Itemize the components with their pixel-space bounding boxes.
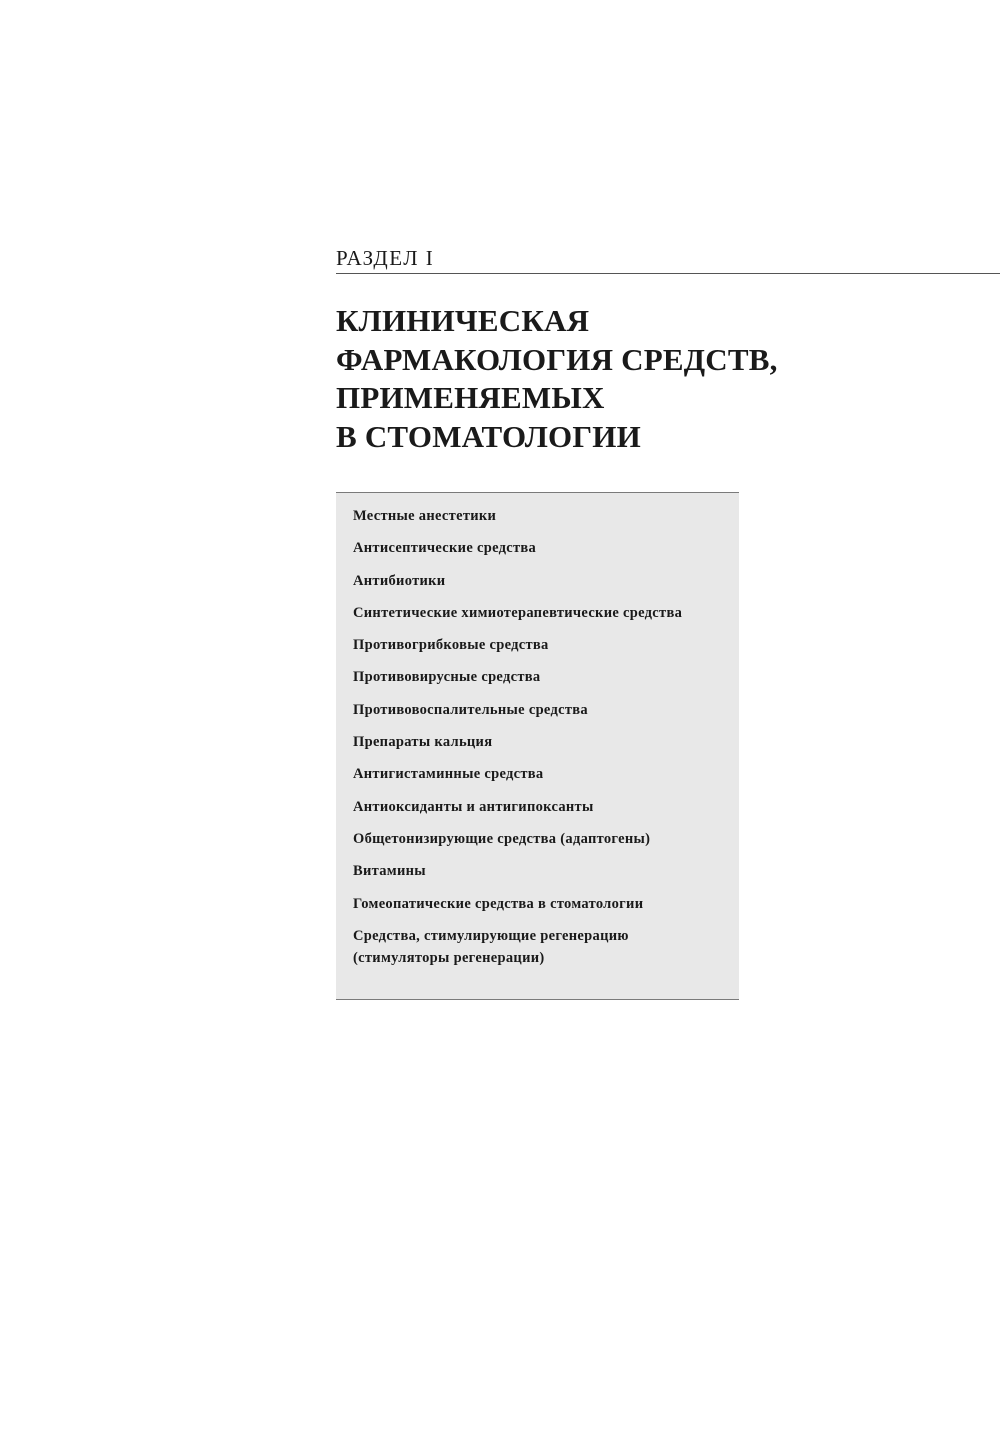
page-title: [336, 302, 856, 456]
contents-item: Противогрибковые средства: [353, 637, 549, 654]
contents-item: Препараты кальция: [353, 734, 493, 751]
contents-item: Противовоспалительные средства: [353, 701, 588, 718]
contents-box: [336, 492, 739, 1000]
contents-item: Местные анестетики: [353, 508, 497, 524]
contents-item: Противовирусные средства: [353, 669, 541, 686]
contents-item: Общетонизирующие средства (адаптогены): [353, 830, 651, 847]
contents-item: Гомеопатические средства в стоматологии: [353, 895, 644, 912]
contents-item: Антибиотики: [353, 572, 446, 589]
title-line: КЛИНИЧЕСКАЯ: [336, 303, 590, 338]
contents-item: Антигистаминные средства: [353, 766, 544, 783]
section-label: РАЗДЕЛ I: [336, 246, 435, 270]
contents-item: Витамины: [353, 863, 426, 880]
title-line: ПРИМЕНЯЕМЫХ: [336, 380, 605, 415]
title-line: В СТОМАТОЛОГИИ: [336, 418, 641, 454]
contents-list: [336, 493, 739, 969]
title-line: ФАРМАКОЛОГИЯ СРЕДСТВ,: [336, 341, 778, 377]
contents-item: Средства, стимулирующие регенерацию (стимуляторы регенерации): [353, 927, 629, 966]
contents-item: Синтетические химиотерапевтические средства: [353, 604, 683, 621]
contents-item: Антисептические средства: [353, 540, 537, 557]
section-divider: [336, 273, 1000, 274]
contents-item: Антиоксиданты и антигипоксанты: [353, 798, 594, 815]
